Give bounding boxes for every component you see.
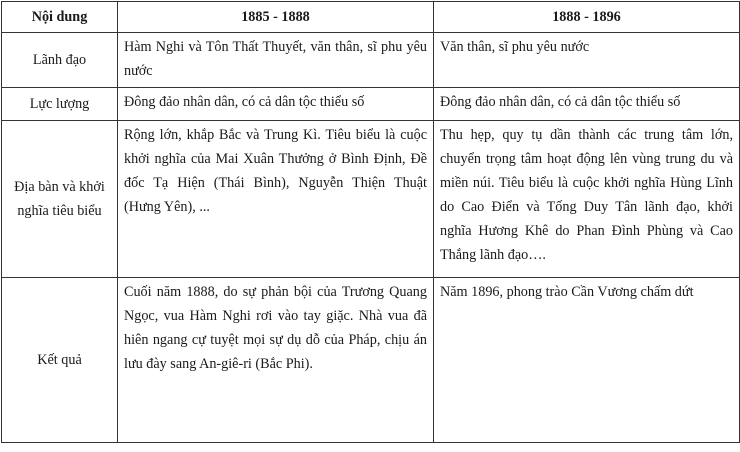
table-row-area — [2, 121, 740, 278]
cell-area-1885-1888: Rộng lớn, khắp Bắc và Trung Kì. Tiêu biểu là cuộc khởi nghĩa của Mai Xuân Thưởng ở Bình Định, Đề đốc Tạ Hiện (Thái Bình), Nguyễn Thiện Thuật (Hưng Yên), ... — [118, 121, 434, 278]
header-row — [2, 2, 740, 33]
header-period-1885-1888: 1885 - 1888 — [118, 2, 434, 33]
cell-result-1885-1888: Cuối năm 1888, do sự phản bội của Trương Quang Ngọc, vua Hàm Nghi rơi vào tay giặc. Nhà vua đã hiên ngang cự tuyệt mọi sự dụ dỗ của Pháp, chịu án lưu đày sang An-giê-ri (Bắc Phi). — [118, 278, 434, 443]
cell-forces-1885-1888: Đông đảo nhân dân, có cả dân tộc thiểu số — [118, 88, 434, 121]
cell-result-1888-1896: Năm 1896, phong trào Cần Vương chấm dứt — [434, 278, 740, 443]
row-label-leadership: Lãnh đạo — [2, 33, 118, 88]
table-row-leadership — [2, 33, 740, 88]
table-row-result — [2, 278, 740, 443]
cell-leadership-1888-1896: Văn thân, sĩ phu yêu nước — [434, 33, 740, 88]
header-period-1888-1896: 1888 - 1896 — [434, 2, 740, 33]
row-label-area: Địa bàn và khởi nghĩa tiêu biểu — [2, 121, 118, 278]
header-content: Nội dung — [2, 2, 118, 33]
table-row-forces — [2, 88, 740, 121]
comparison-table — [1, 1, 740, 443]
row-label-forces: Lực lượng — [2, 88, 118, 121]
cell-leadership-1885-1888: Hàm Nghi và Tôn Thất Thuyết, văn thân, sĩ phu yêu nước — [118, 33, 434, 88]
row-label-result: Kết quả — [2, 278, 118, 443]
cell-forces-1888-1896: Đông đảo nhân dân, có cả dân tộc thiểu số — [434, 88, 740, 121]
cell-area-1888-1896: Thu hẹp, quy tụ dần thành các trung tâm lớn, chuyển trọng tâm hoạt động lên vùng trung du và miền núi. Tiêu biểu là cuộc khởi nghĩa Hùng Lĩnh do Cao Điển và Tống Duy Tân lãnh đạo, khởi nghĩa Hương Khê do Phan Đình Phùng và Cao Thắng lãnh đạo…. — [434, 121, 740, 278]
